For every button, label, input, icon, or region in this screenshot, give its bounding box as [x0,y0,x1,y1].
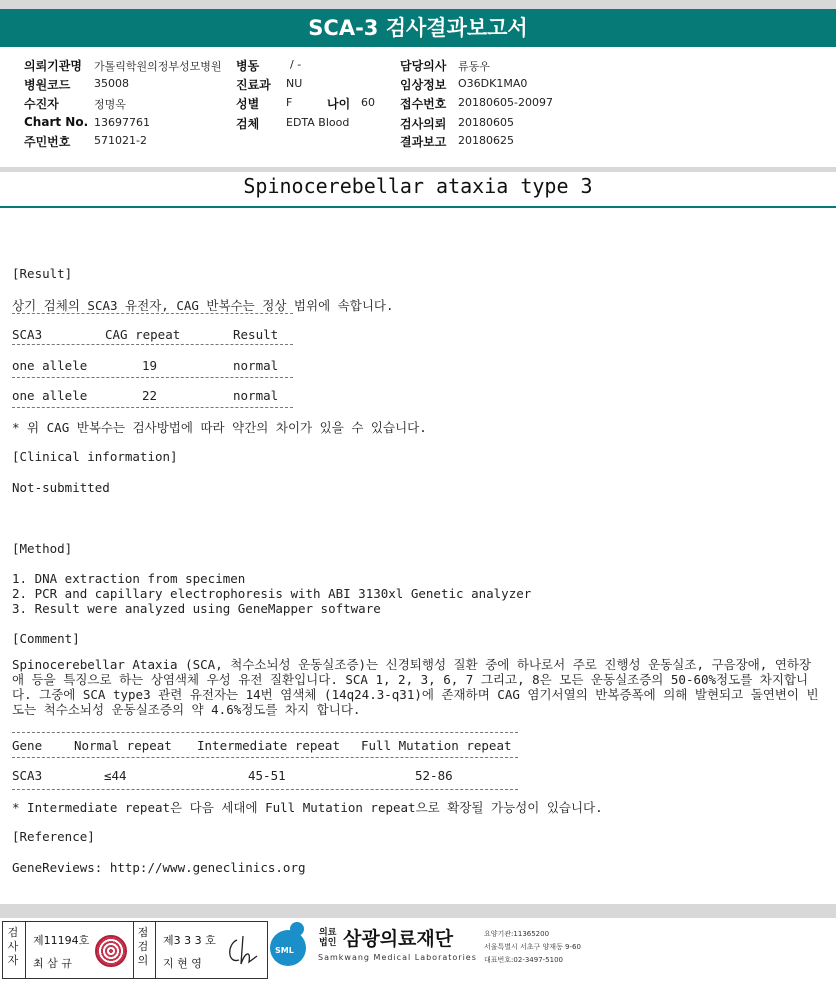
result-row-2-cag: 22 [142,388,158,403]
info-value-ward: / - [290,58,302,71]
tester-seal-icon [95,935,127,967]
info-label-patient: 수진자 [24,97,59,111]
result-row-2-result: normal [233,388,279,403]
info-label-chart-no: Chart No. [24,115,89,129]
table-divider [12,789,518,790]
info-value-department: NU [286,77,303,90]
tester-label: 검사자 [7,926,19,967]
result-header-result: Result [233,327,279,342]
info-value-institution: 가톨릭학원의정부성모병원 [94,60,222,73]
comment-heading: [Comment] [12,631,80,646]
info-value-patient: 정명옥 [94,98,126,111]
info-value-doctor: 류동우 [458,60,490,73]
report-title: Spinocerebellar ataxia type 3 [243,174,593,198]
table-divider [12,732,518,733]
info-label-department: 진료과 [236,78,271,92]
report-footer [0,918,836,986]
info-label-clinical-info: 임상정보 [400,78,447,92]
gene-header-intermediate: Intermediate repeat [197,738,340,753]
gene-header-full: Full Mutation repeat [361,738,512,753]
info-label-hospital-code: 병원코드 [24,78,71,92]
clinical-heading: [Clinical information] [12,449,178,464]
footer-divider [0,904,836,918]
report-header-title: SCA-3 검사결과보고서 [0,9,836,47]
gene-row-full: 52-86 [415,768,453,783]
result-row-1-result: normal [233,358,279,373]
gene-header-normal: Normal repeat [74,738,172,753]
table-divider [12,377,293,378]
checker-signature-icon [223,930,261,970]
info-value-hospital-code: 35008 [94,77,129,90]
signature-divider [133,922,134,978]
gene-row-normal: ≤44 [104,768,127,783]
result-note: * 위 CAG 반복수는 검사방법에 따라 약간의 차이가 있을 수 있습니다. [12,420,427,435]
section-divider [0,167,836,172]
info-value-request-date: 20180605 [458,116,514,129]
org-type: 의료법인 [319,928,337,948]
tester-license-no: 제11194호 [33,934,90,947]
info-value-receipt-no: 20180605-20097 [458,96,553,109]
title-underline [0,206,836,208]
info-value-chart-no: 13697761 [94,116,150,129]
org-address: 서울특별시 서초구 양재동 9-60 [484,943,581,951]
info-label-ward: 병동 [236,59,260,73]
result-heading: [Result] [12,266,73,281]
info-label-resident-no: 주민번호 [24,135,71,149]
info-label-institution: 의뢰기관명 [24,59,82,73]
method-line-1: 1. DNA extraction from specimen [12,571,246,586]
result-row-1-allele: one allele [12,358,88,373]
institution-code: 요양기관:11365200 [484,930,550,938]
info-label-receipt-no: 접수번호 [400,97,447,111]
table-divider [12,407,293,408]
checker-label: 점검의 [137,926,149,967]
method-heading: [Method] [12,541,73,556]
info-value-sex: F [286,96,293,109]
gene-note: * Intermediate repeat은 다음 세대에 Full Mutation repeat으로 확장될 가능성이 있습니다. [12,800,603,815]
checker-license-no: 제3 3 3 호 [163,934,216,947]
reference-text: GeneReviews: http://www.geneclinics.org [12,860,306,875]
signature-divider [25,922,26,978]
info-value-report-date: 20180625 [458,134,514,147]
signature-divider [155,922,156,978]
result-row-1-cag: 19 [142,358,158,373]
info-label-request-date: 검사의뢰 [400,117,447,131]
top-gray-bar [0,0,836,9]
org-english-name: Samkwang Medical Laboratories [318,953,477,962]
gene-row-gene: SCA3 [12,768,43,783]
info-value-clinical-info: O36DK1MA0 [458,77,528,90]
checker-name: 지 현 영 [163,957,202,970]
gene-row-intermediate: 45-51 [248,768,286,783]
info-value-age: 60 [361,96,375,109]
info-value-resident-no: 571021-2 [94,134,147,147]
method-line-3: 3. Result were analyzed using GeneMapper software [12,601,381,616]
result-text: 상기 검체의 SCA3 유전자, CAG 반복수는 정상 범위에 속합니다. [12,298,394,313]
patient-info-panel [0,47,836,167]
info-label-doctor: 담당의사 [400,59,447,73]
info-label-specimen: 검체 [236,117,260,131]
table-divider [12,757,518,758]
org-name: 삼광의료재단 [343,928,454,950]
org-phone: 대표번호:02-3497-5100 [484,956,563,964]
info-label-report-date: 결과보고 [400,135,447,149]
result-header-cag: CAG repeat [105,327,181,342]
table-divider [12,344,293,345]
info-label-sex: 성별 [236,97,260,111]
signature-box [2,921,268,979]
info-value-specimen: EDTA Blood [286,116,350,129]
tester-name: 최 삼 규 [33,957,72,970]
table-divider [12,313,293,314]
reference-heading: [Reference] [12,829,95,844]
info-label-age: 나이 [327,97,351,111]
logo-swirl-icon [284,920,310,938]
result-row-2-allele: one allele [12,388,88,403]
method-line-2: 2. PCR and capillary electrophoresis with ABI 3130xl Genetic analyzer [12,586,532,601]
clinical-text: Not-submitted [12,480,110,495]
comment-text: Spinocerebellar Ataxia (SCA, 척수소뇌성 운동실조증)는 신경퇴행성 질환 중에 하나로서 주로 진행성 운동실조, 구음장애, 연하장애 등을 특징으로 하는 상염색체 우성 유전 질환입니다. SCA 1, 2, 3, 6, 7 그리고, 8은 모든 운동실조증의 50-60%정도를 차지합니다. 그중에 SCA type3 관련 유전자는 14번 염색체 (14q24.3-q31)에 존재하며 CAG 염기서열의 반복증폭에 의해 발현되고 돌연변이 빈도는 척수소뇌성 운동실조증의 약 4.6%정도를 차지 합니다. [12,657,819,717]
logo-text: SML [275,946,294,955]
result-header-gene: SCA3 [12,327,43,342]
gene-header-gene: Gene [12,738,43,753]
